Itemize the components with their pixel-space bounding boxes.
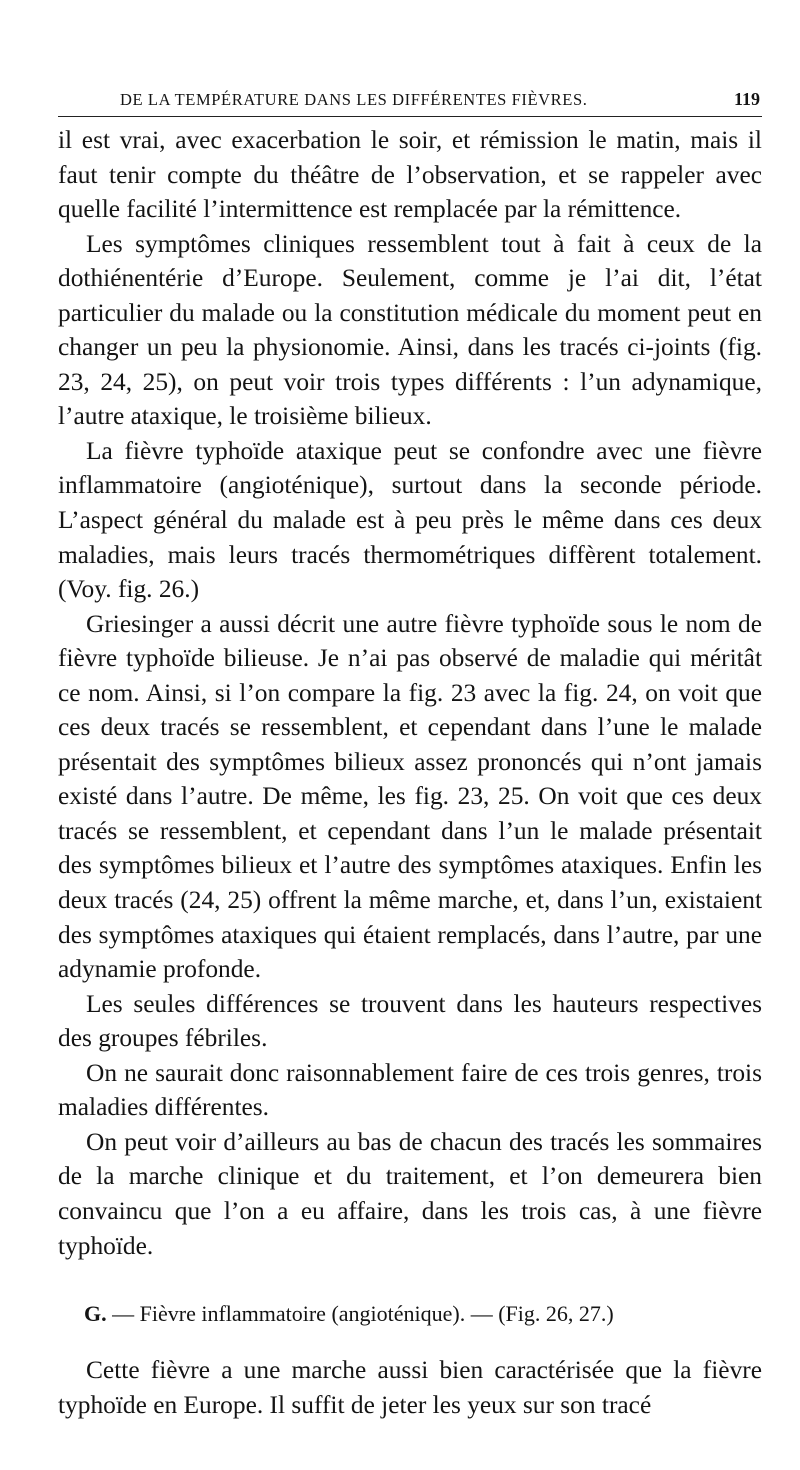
section-heading: [58, 1299, 762, 1329]
paragraph: On peut voir d’ailleurs au bas de chacun des tracés les sommaires de la marche clinique et du traitement, et l’on demeurera bien convaincu que l’on a eu affaire, dans les trois cas, à une fièvre typhoïde.: [58, 1127, 762, 1260]
paragraph: Griesinger a aussi décrit une autre fièvre typhoïde sous le nom de fièvre typhoïde bilieuse. Je n’ai pas observé de maladie qui méritât ce nom. Ainsi, si l’on compare la fig. 23 avec la fig. 24, on voit que ces deux tracés se ressemblent, et cependant dans l’une le malade présentait des symptômes bilieux assez prononcés qui n’ont jamais existé dans l’autre. De même, les fig. 23, 25. On voit que ces deux tracés se ressemblent, et cependant dans l’un le malade présentait des symptômes bilieux et l’autre des symptômes ataxiques. Enfin les deux tracés (24, 25) offrent la même marche, et, dans l’un, existaient des symptômes ataxiques qui étaient remplacés, dans l’autre, par une adynamie profonde.: [58, 609, 762, 984]
paragraph: Les symptômes cliniques ressemblent tout à fait à ceux de la dothiénentérie d’Europe. Seulement, comme je l’ai dit, l’état particulier du malade ou la constitution médicale du moment peut en changer un peu la physionomie. Ainsi, dans les tracés ci-joints (fig. 23, 24, 25), on peut voir trois types différents : l’un adynamique, l’autre ataxique, le troisième bilieux.: [58, 229, 762, 431]
page-header: [58, 86, 762, 117]
page-number: 119: [733, 89, 760, 109]
paragraph: il est vrai, avec exacerbation le soir, et rémission le matin, mais il faut tenir compte du théâtre de l’observation, et se rappeler avec quelle facilité l’intermittence est remplacée par la rémittence.: [58, 126, 762, 224]
body-text: [58, 123, 762, 1422]
paragraph: La fièvre typhoïde ataxique peut se confondre avec une fièvre inflammatoire (angioténique), surtout dans la seconde période. L’aspect général du malade est à peu près le même dans ces deux maladies, mais leurs tracés thermométriques diffèrent totalement. (Voy. fig. 26.): [58, 436, 762, 604]
section-title: — Fièvre inflammatoire (angioténique). — (Fig. 26, 27.): [112, 1301, 614, 1327]
running-head: DE LA TEMPÉRATURE DANS LES DIFFÉRENTES FIÈVRES.: [120, 90, 588, 109]
paragraph: Les seules différences se trouvent dans les hauteurs respectives des groupes fébriles.: [58, 989, 762, 1053]
paragraph: On ne saurait donc raisonnablement faire de ces trois genres, trois maladies différentes.: [58, 1058, 762, 1122]
section-marker: G.: [84, 1301, 107, 1327]
paragraph: Cette fièvre a une marche aussi bien caractérisée que la fièvre typhoïde en Europe. Il suffit de jeter les yeux sur son tracé: [58, 1356, 762, 1419]
page: [58, 86, 762, 1422]
